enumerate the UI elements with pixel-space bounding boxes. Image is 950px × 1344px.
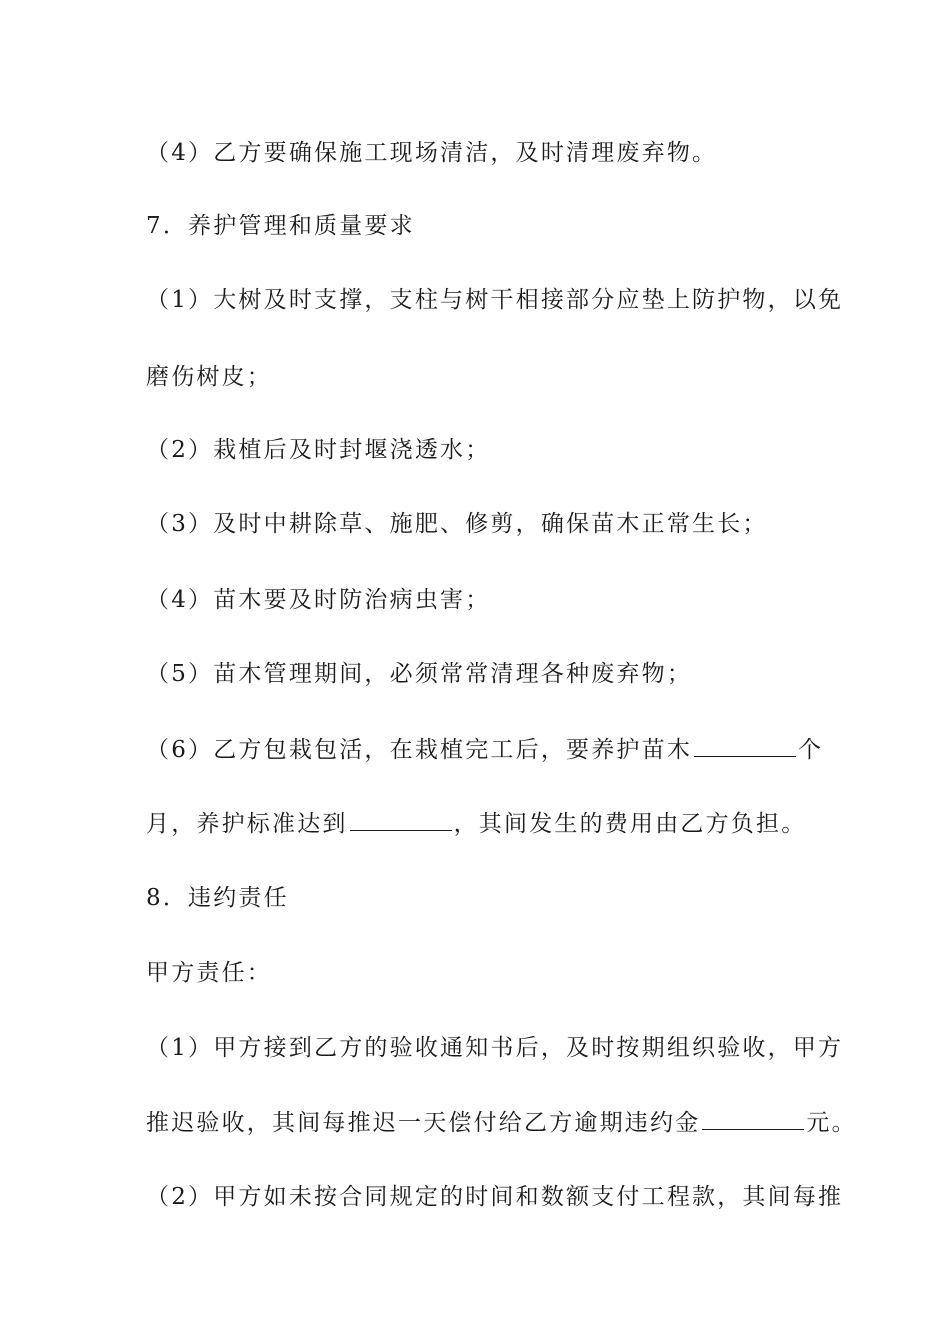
clause-8-1-cont-before: 推迟验收，其间每推迟一天偿付给乙方逾期违约金 <box>146 1110 701 1136</box>
clause-7-6-text <box>146 734 826 765</box>
clause-7-1-continuation: 磨伤树皮； <box>146 364 272 390</box>
clause-7-6-cont-after: ，其间发生的费用由乙方负担。 <box>453 811 807 837</box>
clause-7-1-text: （1）大树及时支撑，支柱与树干相接部分应垫上防护物，以免 <box>146 287 844 313</box>
clause-8-1-text: （1）甲方接到乙方的验收通知书后，及时按期组织验收，甲方 <box>146 1035 844 1061</box>
clause-8-2-text: （2）甲方如未按合同规定的时间和数额支付工程款，其间每推 <box>146 1184 844 1210</box>
clause-8-1-cont-after: 元。 <box>806 1110 857 1136</box>
maintenance-standard-blank[interactable] <box>350 808 452 831</box>
clause-7-6-text-before: （6）乙方包栽包活，在栽植完工后，要养护苗木 <box>146 737 693 763</box>
section-7-heading: 7．养护管理和质量要求 <box>146 213 415 239</box>
penalty-amount-blank[interactable] <box>702 1107 804 1130</box>
clause-7-6-continuation <box>146 808 826 839</box>
clause-8-1-continuation <box>146 1107 857 1138</box>
clause-7-6-cont-before: 月，养护标准达到 <box>146 811 348 837</box>
maintenance-months-blank[interactable] <box>694 734 796 757</box>
clause-7-5-text: （5）苗木管理期间，必须常常清理各种废弃物； <box>146 661 693 687</box>
section-8-heading: 8．违约责任 <box>146 885 289 911</box>
clause-7-4b-text: （4）苗木要及时防治病虫害； <box>146 587 491 613</box>
clause-7-3-text: （3）及时中耕除草、施肥、修剪，确保苗木正常生长； <box>146 511 768 537</box>
clause-7-6-text-after: 个 <box>798 737 824 763</box>
clause-7-4-text: （4）乙方要确保施工现场清洁，及时清理废弃物。 <box>146 140 718 166</box>
clause-7-2-text: （2）栽植后及时封堰浇透水； <box>146 437 491 463</box>
party-a-responsibility-heading: 甲方责任： <box>146 960 272 986</box>
